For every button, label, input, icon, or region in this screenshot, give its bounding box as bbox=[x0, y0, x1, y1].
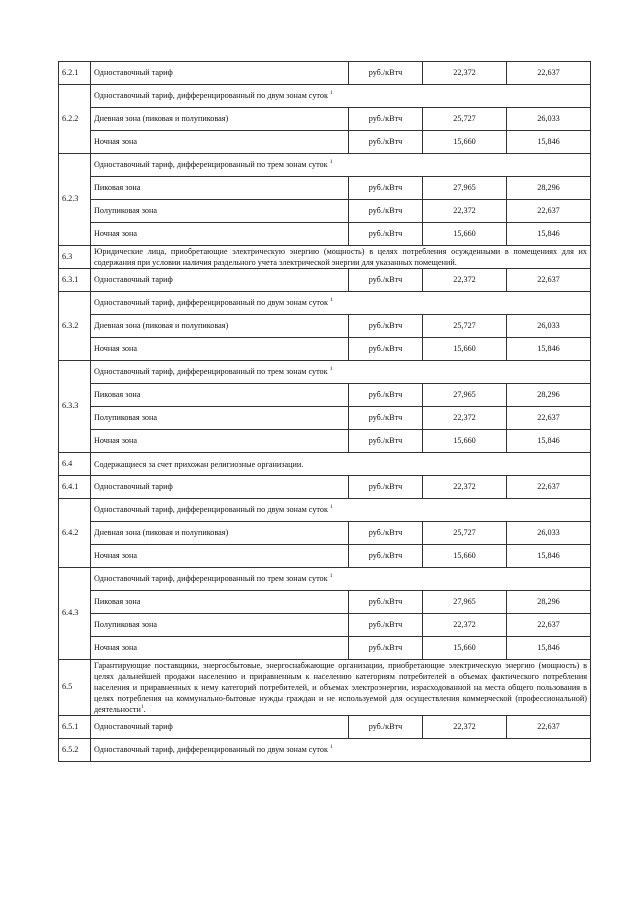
value-second-half: 22,637 bbox=[507, 62, 591, 85]
unit-cell: руб./кВтч bbox=[349, 223, 423, 246]
value-second-half: 26,033 bbox=[507, 108, 591, 131]
value-second-half: 15,846 bbox=[507, 430, 591, 453]
value-first-half: 15,660 bbox=[423, 430, 507, 453]
row-number: 6.5.1 bbox=[59, 716, 91, 739]
tariff-name: Одноставочный тариф bbox=[91, 716, 349, 739]
value-first-half: 22,372 bbox=[423, 614, 507, 637]
unit-cell: руб./кВтч bbox=[349, 338, 423, 361]
table-row bbox=[59, 716, 591, 739]
table-row bbox=[59, 246, 591, 269]
unit-cell: руб./кВтч bbox=[349, 476, 423, 499]
value-first-half: 22,372 bbox=[423, 200, 507, 223]
value-first-half: 22,372 bbox=[423, 407, 507, 430]
table-row bbox=[59, 200, 591, 223]
value-second-half: 15,846 bbox=[507, 338, 591, 361]
section-description bbox=[91, 660, 591, 716]
value-first-half: 22,372 bbox=[423, 716, 507, 739]
section-number: 6.3 bbox=[59, 246, 91, 269]
unit-cell: руб./кВтч bbox=[349, 614, 423, 637]
zone-name: Ночная зона bbox=[91, 338, 349, 361]
row-number: 6.2.1 bbox=[59, 62, 91, 85]
table-row bbox=[59, 131, 591, 154]
tariff-group-title bbox=[91, 499, 591, 522]
table-row bbox=[59, 85, 591, 108]
table-row bbox=[59, 499, 591, 522]
value-second-half: 22,637 bbox=[507, 476, 591, 499]
value-first-half: 25,727 bbox=[423, 522, 507, 545]
table-row bbox=[59, 292, 591, 315]
table-row bbox=[59, 338, 591, 361]
table-row bbox=[59, 108, 591, 131]
unit-cell: руб./кВтч bbox=[349, 545, 423, 568]
value-second-half: 22,637 bbox=[507, 716, 591, 739]
unit-cell: руб./кВтч bbox=[349, 269, 423, 292]
unit-cell: руб./кВтч bbox=[349, 200, 423, 223]
unit-cell: руб./кВтч bbox=[349, 177, 423, 200]
value-first-half: 15,660 bbox=[423, 637, 507, 660]
value-first-half: 27,965 bbox=[423, 177, 507, 200]
section-description bbox=[91, 246, 591, 269]
value-first-half: 25,727 bbox=[423, 108, 507, 131]
value-second-half: 15,846 bbox=[507, 223, 591, 246]
table-row bbox=[59, 177, 591, 200]
zone-name: Ночная зона bbox=[91, 637, 349, 660]
tariff-group-text: Одноставочный тариф, дифференцированный по трем зонам суток bbox=[94, 366, 328, 376]
zone-name: Полупиковая зона bbox=[91, 407, 349, 430]
zone-name: Ночная зона bbox=[91, 545, 349, 568]
footnote-marker: 1 bbox=[329, 365, 333, 372]
table-row bbox=[59, 62, 591, 85]
zone-name: Полупиковая зона bbox=[91, 614, 349, 637]
unit-cell: руб./кВтч bbox=[349, 108, 423, 131]
footnote-marker: 1 bbox=[330, 296, 333, 303]
unit-cell: руб./кВтч bbox=[349, 62, 423, 85]
zone-name: Пиковая зона bbox=[91, 384, 349, 407]
tariff-group-title bbox=[91, 292, 591, 315]
unit-cell: руб./кВтч bbox=[349, 716, 423, 739]
table-row bbox=[59, 568, 591, 591]
table-row bbox=[59, 154, 591, 177]
value-first-half: 27,965 bbox=[423, 384, 507, 407]
zone-name: Ночная зона bbox=[91, 430, 349, 453]
table-row bbox=[59, 660, 591, 716]
unit-cell: руб./кВтч bbox=[349, 384, 423, 407]
zone-name: Дневная зона (пиковая и полупиковая) bbox=[91, 108, 349, 131]
table-row bbox=[59, 739, 591, 762]
zone-name: Дневная зона (пиковая и полупиковая) bbox=[91, 315, 349, 338]
tariff-group-text: Одноставочный тариф, дифференцированный по трем зонам суток bbox=[94, 159, 328, 169]
zone-name: Дневная зона (пиковая и полупиковая) bbox=[91, 522, 349, 545]
section-number: 6.5 bbox=[59, 660, 91, 716]
unit-cell: руб./кВтч bbox=[349, 315, 423, 338]
tariff-group-title bbox=[91, 154, 591, 177]
table-row bbox=[59, 637, 591, 660]
table-row bbox=[59, 430, 591, 453]
value-second-half: 28,296 bbox=[507, 384, 591, 407]
value-second-half: 15,846 bbox=[507, 637, 591, 660]
row-number: 6.3.2 bbox=[59, 292, 91, 361]
tariff-name: Одноставочный тариф bbox=[91, 476, 349, 499]
table-row bbox=[59, 315, 591, 338]
value-second-half: 22,637 bbox=[507, 407, 591, 430]
row-number: 6.4.3 bbox=[59, 568, 91, 660]
section-text: Гарантирующие поставщики, энергосбытовые, энергоснабжающие организации, приобретающие электрическую энергию (мощность) в целях дальнейшей продажи населению и приравненным к населению категориям потребителей в объемах фактического потребления населения и приравненных к нему категорий потребителей, и объемах электроэнергии, израсходованной на места общего пользования в целях потребления на коммунально-бытовые нужды граждан и не используемой для осуществления коммерческой (профессиональной) деятельности bbox=[94, 661, 587, 714]
tariff-group-text: Одноставочный тариф, дифференцированный по трем зонам суток bbox=[94, 573, 328, 583]
unit-cell: руб./кВтч bbox=[349, 637, 423, 660]
footnote-marker: 1 bbox=[329, 158, 333, 165]
value-first-half: 22,372 bbox=[423, 269, 507, 292]
unit-cell: руб./кВтч bbox=[349, 522, 423, 545]
tariff-group-title bbox=[91, 85, 591, 108]
section-description bbox=[91, 453, 591, 476]
row-number: 6.2.3 bbox=[59, 154, 91, 246]
value-second-half: 22,637 bbox=[507, 614, 591, 637]
footnote-marker: 1 bbox=[329, 572, 333, 579]
row-number: 6.2.2 bbox=[59, 85, 91, 154]
tariff-name: Одноставочный тариф bbox=[91, 62, 349, 85]
footnote-marker: 1 bbox=[330, 89, 333, 96]
value-first-half: 22,372 bbox=[423, 476, 507, 499]
value-first-half: 15,660 bbox=[423, 545, 507, 568]
value-second-half: 28,296 bbox=[507, 591, 591, 614]
table-row bbox=[59, 361, 591, 384]
zone-name: Полупиковая зона bbox=[91, 200, 349, 223]
value-first-half: 15,660 bbox=[423, 223, 507, 246]
table-row bbox=[59, 269, 591, 292]
value-second-half: 15,846 bbox=[507, 545, 591, 568]
tariff-group-text: Одноставочный тариф, дифференцированный по двум зонам суток bbox=[94, 504, 328, 514]
unit-cell: руб./кВтч bbox=[349, 430, 423, 453]
value-second-half: 26,033 bbox=[507, 522, 591, 545]
table-row bbox=[59, 453, 591, 476]
tariff-group-title bbox=[91, 361, 591, 384]
unit-cell: руб./кВтч bbox=[349, 407, 423, 430]
value-second-half: 26,033 bbox=[507, 315, 591, 338]
footnote-marker: 1 bbox=[330, 503, 333, 510]
tariff-group-text: Одноставочный тариф, дифференцированный по двум зонам суток bbox=[94, 90, 328, 100]
value-second-half: 15,846 bbox=[507, 131, 591, 154]
table-row bbox=[59, 591, 591, 614]
tariff-table bbox=[58, 61, 591, 762]
value-first-half: 22,372 bbox=[423, 62, 507, 85]
section-text: Юридические лица, приобретающие электрическую энергию (мощность) в целях потребления осужденными в помещениях для их содержания при условии наличия раздельного учета электрической энергии для указанных помещений. bbox=[94, 247, 587, 267]
zone-name: Ночная зона bbox=[91, 131, 349, 154]
value-first-half: 15,660 bbox=[423, 131, 507, 154]
table-row bbox=[59, 522, 591, 545]
table-row bbox=[59, 614, 591, 637]
section-number: 6.4 bbox=[59, 453, 91, 476]
row-number: 6.3.1 bbox=[59, 269, 91, 292]
table-row bbox=[59, 545, 591, 568]
tariff-name: Одноставочный тариф bbox=[91, 269, 349, 292]
table-row bbox=[59, 476, 591, 499]
zone-name: Пиковая зона bbox=[91, 177, 349, 200]
tariff-group-text: Одноставочный тариф, дифференцированный по двум зонам суток bbox=[94, 744, 328, 754]
row-number: 6.5.2 bbox=[59, 739, 91, 762]
value-second-half: 28,296 bbox=[507, 177, 591, 200]
tariff-group-title bbox=[91, 739, 591, 762]
tariff-table-body bbox=[59, 62, 591, 762]
tariff-group-title bbox=[91, 568, 591, 591]
value-first-half: 25,727 bbox=[423, 315, 507, 338]
unit-cell: руб./кВтч bbox=[349, 131, 423, 154]
unit-cell: руб./кВтч bbox=[349, 591, 423, 614]
footnote-marker: 1 bbox=[330, 743, 333, 750]
tariff-group-text: Одноставочный тариф, дифференцированный по двум зонам суток bbox=[94, 297, 328, 307]
table-row bbox=[59, 223, 591, 246]
table-row bbox=[59, 407, 591, 430]
table-row bbox=[59, 384, 591, 407]
row-number: 6.4.2 bbox=[59, 499, 91, 568]
zone-name: Ночная зона bbox=[91, 223, 349, 246]
row-number: 6.4.1 bbox=[59, 476, 91, 499]
value-first-half: 15,660 bbox=[423, 338, 507, 361]
value-second-half: 22,637 bbox=[507, 200, 591, 223]
value-second-half: 22,637 bbox=[507, 269, 591, 292]
footnote-marker: 1 bbox=[140, 704, 144, 710]
section-trail: . bbox=[143, 705, 146, 714]
zone-name: Пиковая зона bbox=[91, 591, 349, 614]
section-text: Содержащиеся за счет прихожан религиозные организации. bbox=[94, 459, 304, 469]
value-first-half: 27,965 bbox=[423, 591, 507, 614]
row-number: 6.3.3 bbox=[59, 361, 91, 453]
